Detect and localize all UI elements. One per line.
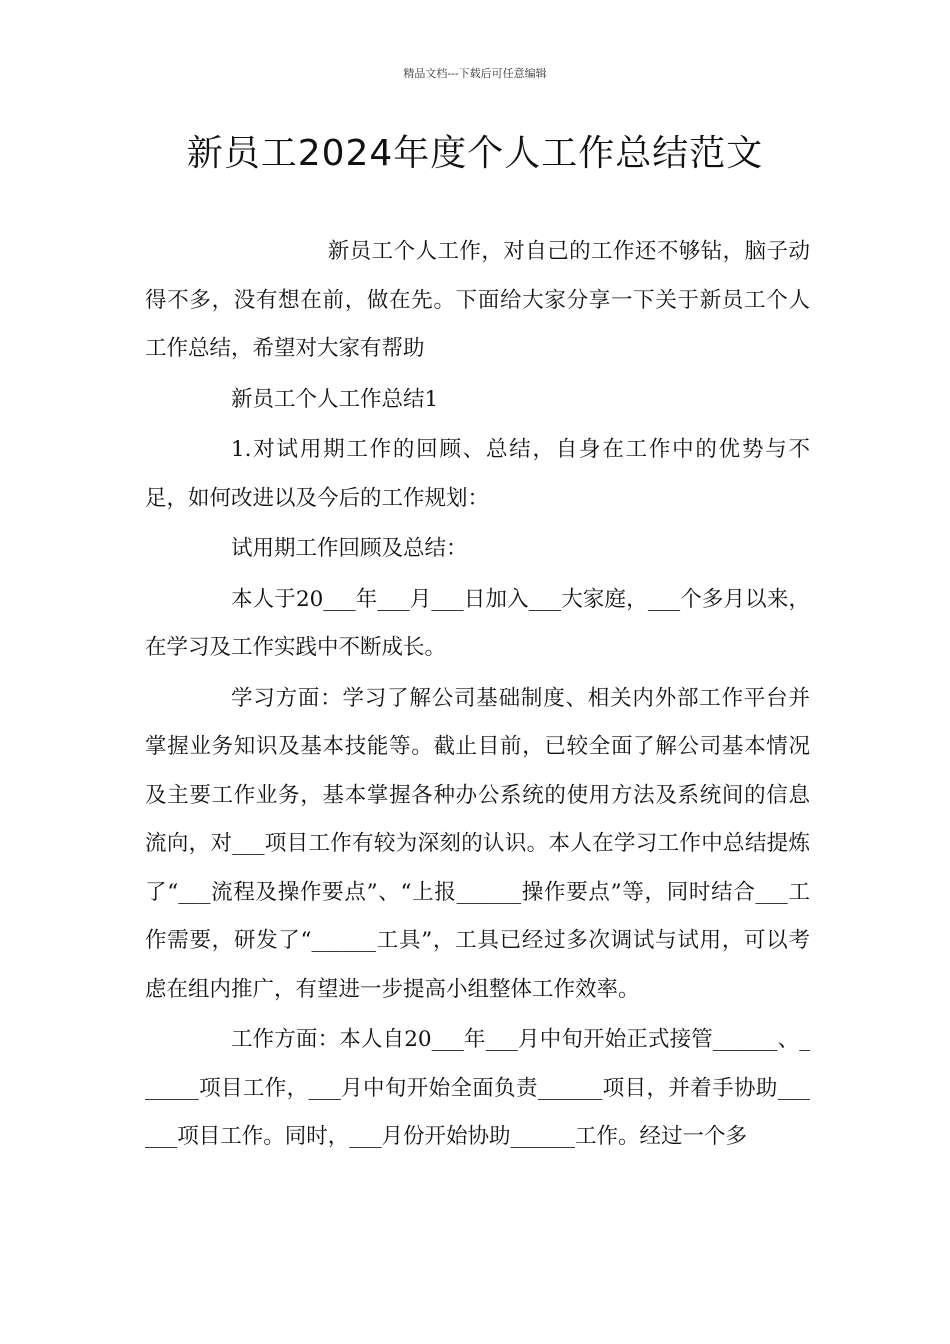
paragraph-review-item: 1.对试用期工作的回顾、总结，自身在工作中的优势与不足，如何改进以及今后的工作规划： [145,437,810,511]
section-heading: 新员工个人工作总结1 [231,386,439,412]
paragraph-join-date: 本人于20___年___月___日加入___大家庭，___个多月以来，在学习及工作实践中不断成长。 [145,586,810,660]
paragraph-work: 工作方面：本人自20___年___月中旬开始正式接管______、______项目工作，___月中旬开始全面负责______项目，并着手协助______项目工作。同时，___月份开始协助______工作。经过一个多 [145,1027,810,1149]
document-title: 新员工2024年度个人工作总结范文 [186,133,764,174]
paragraph-review-title: 试用期工作回顾及总结： [231,536,468,561]
document-body [145,228,810,1162]
paragraph-study: 学习方面：学习了解公司基础制度、相关内外部工作平台并掌握业务知识及基本技能等。截止目前，已较全面了解公司基本情况及主要工作业务，基本掌握各种办公系统的使用方法及系统间的信息流向，对___项目工作有较为深刻的认识。本人在学习工作中总结提炼了“___流程及操作要点”、“上报______操作要点”等，同时结合___工作需要，研发了“______工具”，工具已经过多次调试与试用，可以考虑在组内推广，有望进一步提高小组整体工作效率。 [145,685,810,1002]
page-header-note: 精品文档---下载后可任意编辑 [403,67,547,80]
intro-paragraph: 新员工个人工作，对自己的工作还不够钻，脑子动得不多，没有想在前，做在先。下面给大家分享一下关于新员工个人工作总结，希望对大家有帮助 [145,239,810,361]
